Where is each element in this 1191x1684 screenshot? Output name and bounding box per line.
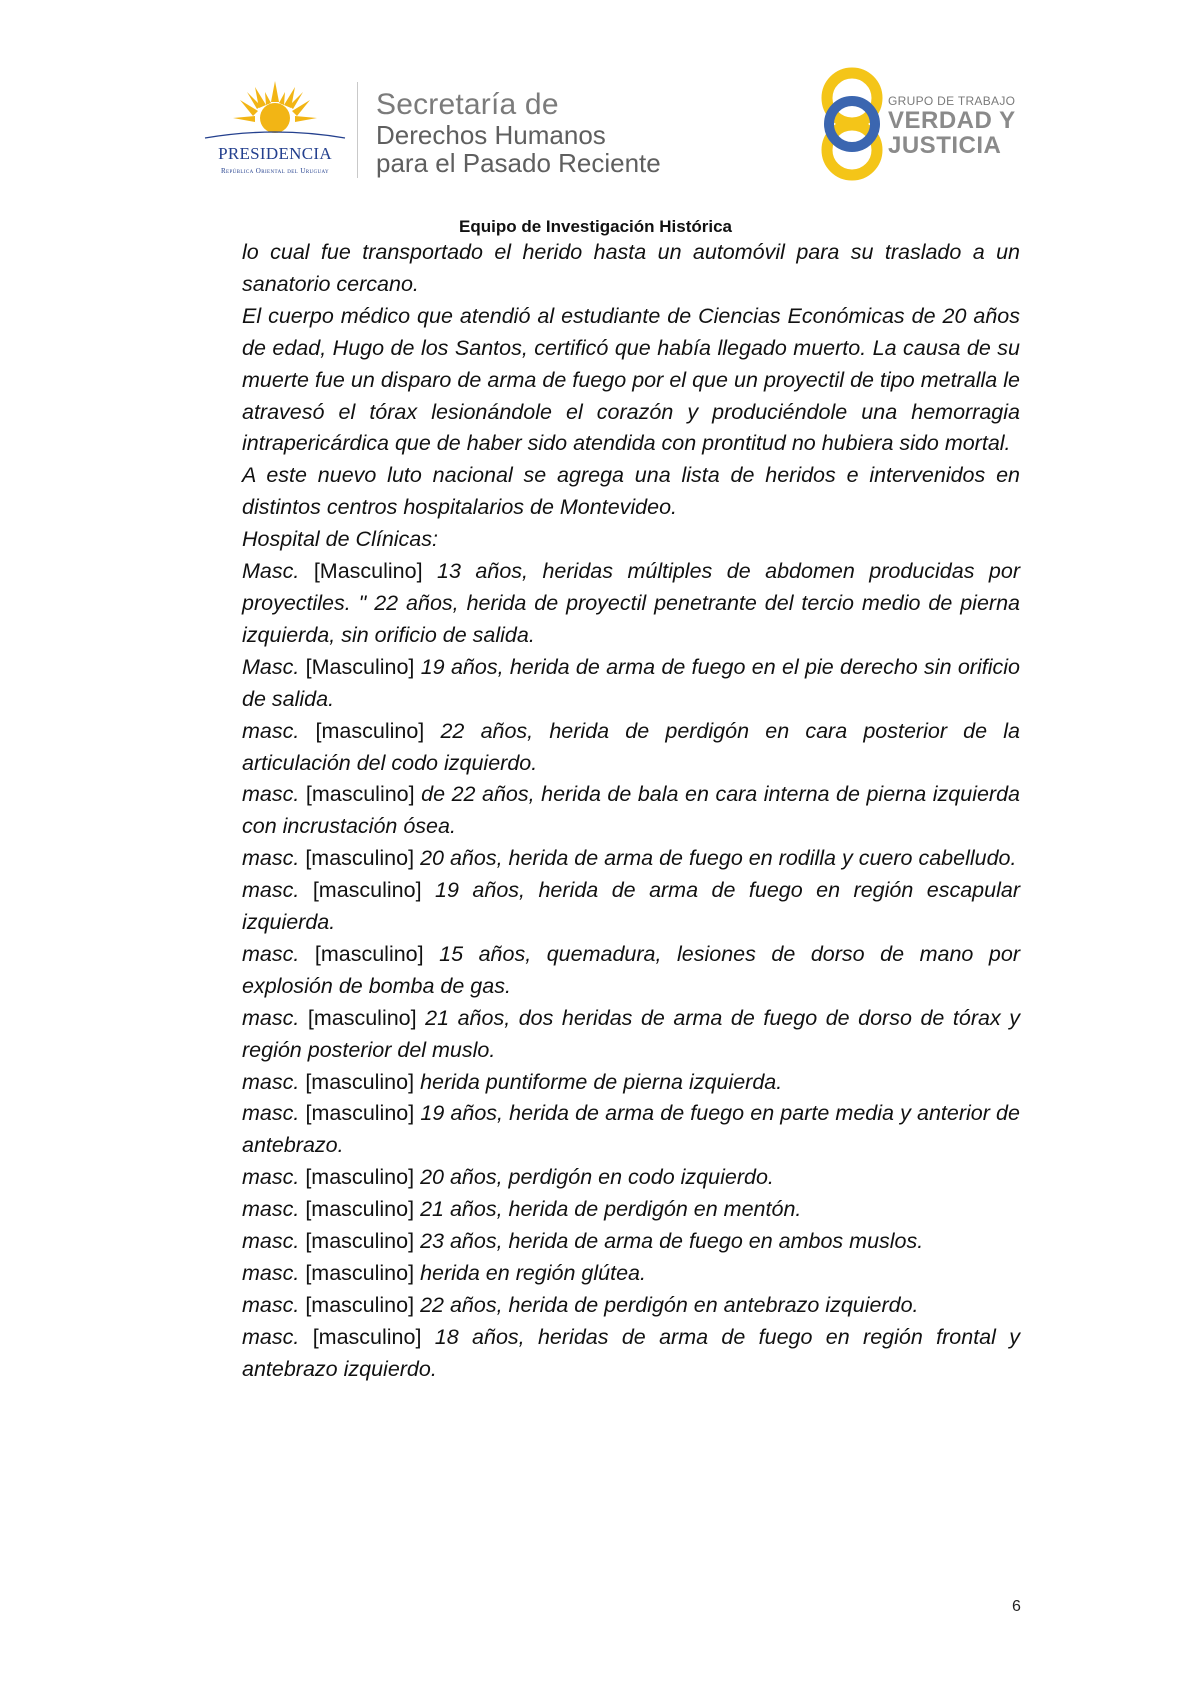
injury-prefix: masc. — [242, 1005, 300, 1030]
injury-text: 15 años, quemadura, lesiones de dorso de mano por explosión de bomba de gas. — [242, 941, 1020, 998]
presidencia-logo — [195, 78, 355, 178]
injury-item — [242, 1067, 1020, 1099]
injury-bracket: [masculino] — [305, 1069, 415, 1094]
injury-text: 20 años, herida de arma de fuego en rodilla y cuero cabelludo. — [420, 846, 1017, 871]
injury-item — [242, 1290, 1020, 1322]
injury-prefix: masc. — [242, 1292, 300, 1317]
injury-text: 19 años, herida de arma de fuego en región escapular izquierda. — [242, 878, 1020, 935]
presidencia-subtitle: República Oriental del Uruguay — [220, 167, 330, 175]
injury-bracket: [masculino] — [312, 1324, 422, 1349]
injury-prefix: masc. — [242, 1069, 300, 1094]
injury-item — [242, 716, 1020, 780]
injury-prefix: masc. — [242, 1229, 300, 1254]
injury-prefix: masc. — [242, 1197, 300, 1222]
injury-bracket: [masculino] — [305, 1261, 415, 1285]
injury-bracket: [Masculino] — [305, 654, 415, 679]
injury-text: 19 años, herida de arma de fuego en parte media y anterior de antebrazo. — [242, 1101, 1020, 1158]
sun-icon — [195, 78, 355, 148]
paragraph: lo cual fue transportado el herido hasta un automóvil para su traslado a un sanatorio cercano. — [242, 240, 1020, 296]
injury-prefix: masc. — [242, 1261, 300, 1285]
paragraph: Hospital de Clínicas: — [242, 527, 438, 552]
injury-item — [242, 1226, 1020, 1258]
injury-bracket: [masculino] — [305, 1292, 415, 1317]
team-title: Equipo de Investigación Histórica — [459, 217, 732, 236]
injury-prefix: Masc. — [242, 654, 300, 679]
injury-prefix: masc. — [242, 941, 300, 966]
injury-item — [242, 1003, 1020, 1067]
injury-item — [242, 556, 1020, 652]
injury-text: herida puntiforme de pierna izquierda. — [420, 1069, 783, 1094]
injury-text: 20 años, perdigón en codo izquierdo. — [420, 1165, 774, 1190]
injury-text: 21 años, herida de perdigón en mentón. — [420, 1197, 802, 1222]
injury-bracket: [Masculino] — [313, 559, 423, 584]
injury-item — [242, 1194, 1020, 1226]
body-text — [242, 237, 1020, 1386]
injury-bracket: [masculino] — [312, 878, 422, 903]
injury-prefix: masc. — [242, 1165, 300, 1190]
injury-item — [242, 1098, 1020, 1162]
injury-prefix: masc. — [242, 878, 300, 903]
injury-text: 22 años, herida de perdigón en cara posterior de la articulación del codo izquierdo. — [242, 718, 1020, 775]
injury-item — [242, 939, 1020, 1003]
grupo-line-3: JUSTICIA — [888, 132, 1002, 159]
injury-bracket: [masculino] — [305, 1165, 415, 1190]
injury-item — [242, 779, 1020, 843]
injury-prefix: masc. — [242, 782, 300, 807]
injury-bracket: [masculino] — [314, 941, 424, 966]
injury-item — [242, 1162, 1020, 1194]
injury-prefix: masc. — [242, 846, 300, 871]
injury-bracket: [masculino] — [315, 718, 425, 743]
secretaria-line-2: Derechos Humanos — [376, 120, 606, 150]
injury-text: 22 años, herida de perdigón en antebrazo izquierdo. — [420, 1292, 919, 1317]
grupo-line-2: VERDAD Y — [888, 107, 1016, 134]
injury-text: de 22 años, herida de bala en cara interna de pierna izquierda con incrustación ósea. — [242, 782, 1020, 839]
injury-list — [242, 556, 1020, 1386]
injury-bracket: [masculino] — [305, 782, 415, 807]
injury-prefix: masc. — [242, 1101, 300, 1126]
injury-bracket: [masculino] — [305, 1101, 415, 1126]
page-number: 6 — [1012, 1598, 1021, 1615]
secretaria-line-3: para el Pasado Reciente — [376, 148, 661, 178]
injury-text: 21 años, dos heridas de arma de fuego de dorso de tórax y región posterior del muslo. — [242, 1005, 1020, 1062]
injury-bracket: [masculino] — [307, 1005, 417, 1030]
presidencia-name: PRESIDENCIA — [218, 144, 332, 163]
injury-item — [242, 1322, 1020, 1386]
injury-text: 23 años, herida de arma de fuego en ambos muslos. — [420, 1229, 924, 1254]
injury-bracket: [masculino] — [305, 1229, 415, 1254]
injury-prefix: masc. — [242, 718, 300, 743]
paragraph: El cuerpo médico que atendió al estudiante de Ciencias Económicas de 20 años de edad, Hugo de los Santos, certificó que había llegado muerto. La causa de su muerte fue un disparo de arma de fuego por el que un proyectil de tipo metralla le atravesó el tórax lesionándole el corazón y produciéndole una hemorragia intrapericárdica que de haber sido atendida con prontitud no hubiera sido mortal. — [242, 303, 1020, 456]
injury-item — [242, 652, 1020, 716]
logo-divider — [357, 82, 358, 178]
paragraph: A este nuevo luto nacional se agrega una lista de heridos e intervenidos en distintos centros hospitalarios de Montevideo. — [242, 463, 1020, 520]
injury-bracket: [masculino] — [305, 846, 415, 871]
injury-text: 13 años, heridas múltiples de abdomen producidas por proyectiles. " 22 años, herida de proyectil penetrante del tercio medio de pierna izquierda, sin orificio de salida. — [242, 559, 1020, 647]
secretaria-logo — [376, 90, 661, 177]
grupo-line-1: GRUPO DE TRABAJO — [888, 94, 1016, 108]
injury-item — [242, 1258, 1020, 1290]
injury-item — [242, 843, 1020, 875]
injury-text: 18 años, heridas de arma de fuego en región frontal y antebrazo izquierdo. — [242, 1324, 1020, 1381]
injury-prefix: masc. — [242, 1324, 300, 1349]
injury-item — [242, 875, 1020, 939]
injury-prefix: Masc. — [242, 559, 300, 584]
injury-bracket: [masculino] — [305, 1197, 415, 1222]
injury-text: herida en región glútea. — [420, 1261, 646, 1285]
injury-text: 19 años, herida de arma de fuego en el pie derecho sin orificio de salida. — [242, 654, 1020, 711]
secretaria-line-1: Secretaría de — [376, 88, 559, 121]
grupo-logo-text — [888, 94, 1016, 158]
